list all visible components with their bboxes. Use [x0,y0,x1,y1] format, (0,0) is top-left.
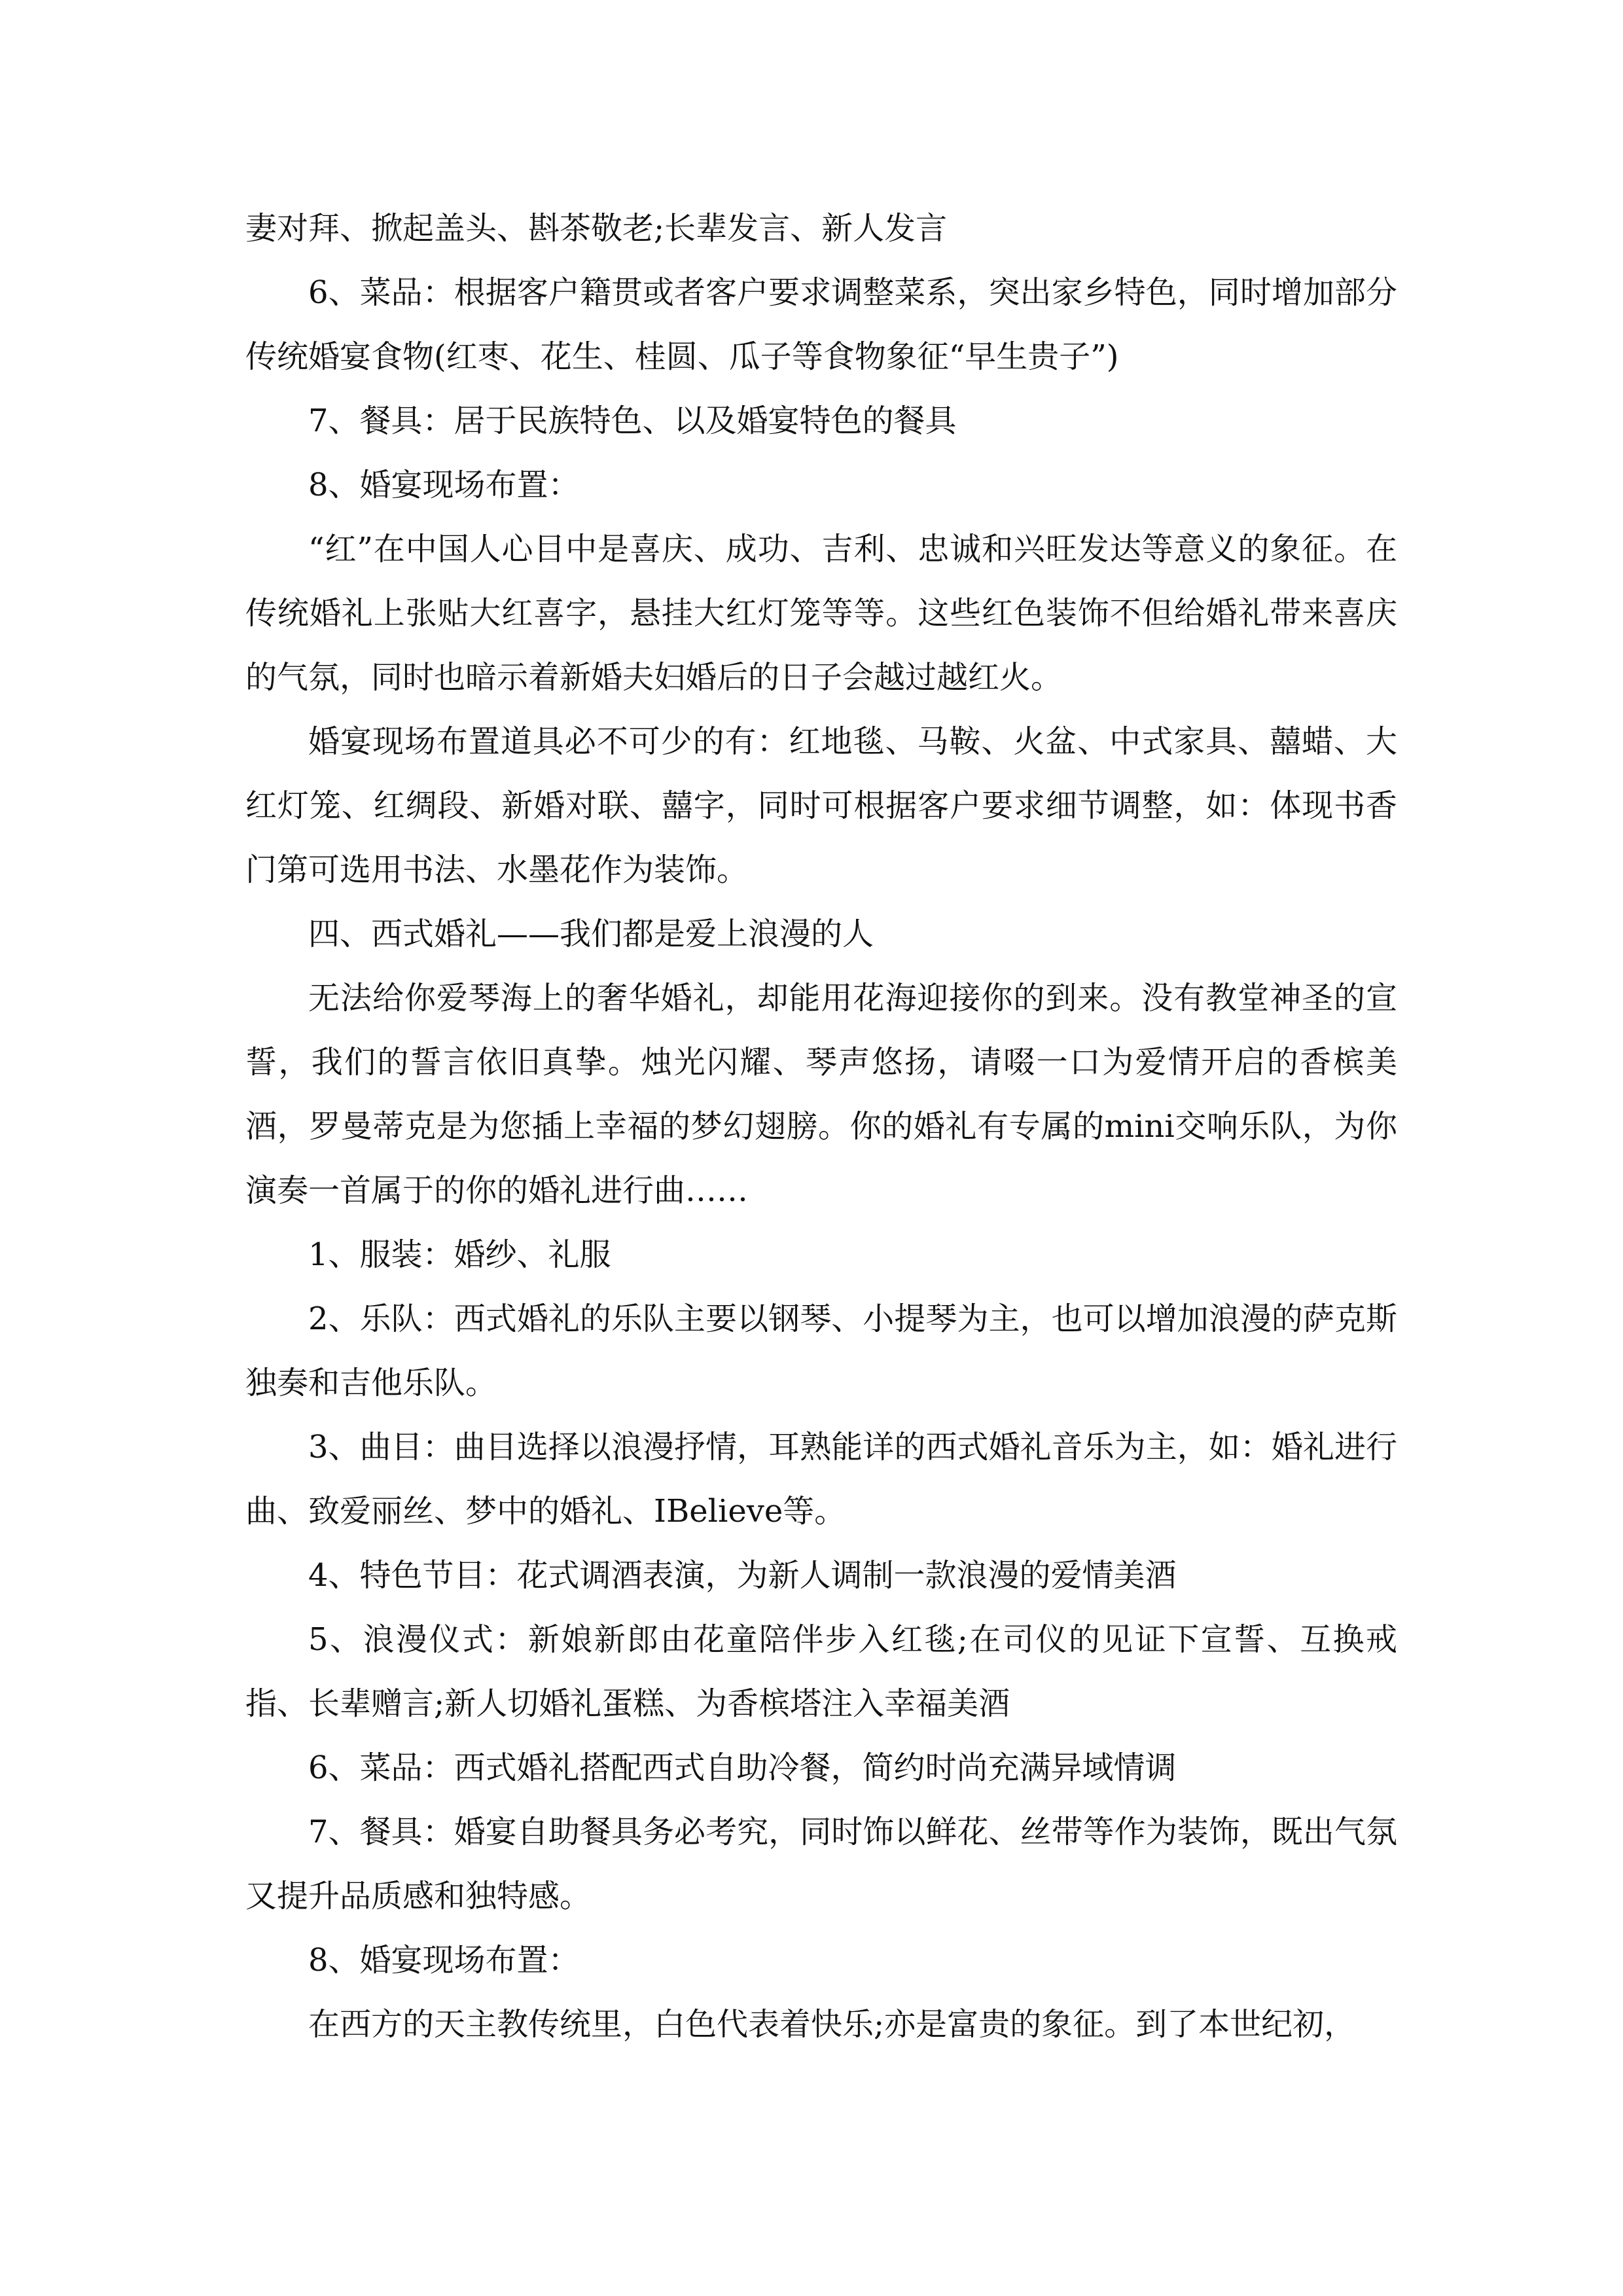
section-heading-western-wedding: 四、西式婚礼——我们都是爱上浪漫的人 [308,916,874,952]
paragraph-western-music: 3、曲目：曲目选择以浪漫抒情，耳熟能详的西式婚礼音乐为主，如：婚礼进行曲、致爱丽丝、梦中的婚礼、IBelieve等。 [245,1429,1397,1530]
paragraph-western-tableware: 7、餐具：婚宴自助餐具务必考究，同时饰以鲜花、丝带等作为装饰，既出气氛又提升品质感和独特感。 [245,1814,1397,1914]
paragraph-chinese-tableware: 7、餐具：居于民族特色、以及婚宴特色的餐具 [308,403,957,439]
paragraph-red-symbolism: “红”在中国人心目中是喜庆、成功、吉利、忠诚和兴旺发达等意义的象征。在传统婚礼上张贴大红喜字，悬挂大红灯笼等等。这些红色装饰不但给婚礼带来喜庆的气氛，同时也暗示着新婚夫妇婚后的日子会越过越红火。 [245,531,1397,696]
paragraph-ceremony-continuation: 妻对拜、掀起盖头、斟茶敬老;长辈发言、新人发言 [245,210,948,247]
paragraph-chinese-venue-heading: 8、婚宴现场布置： [308,467,580,503]
paragraph-western-attire: 1、服装：婚纱、礼服 [308,1236,611,1273]
paragraph-western-dishes: 6、菜品：西式婚礼搭配西式自助冷餐，简约时尚充满异域情调 [308,1749,1177,1786]
document-body [245,196,1397,2056]
paragraph-western-ritual: 5、浪漫仪式：新娘新郎由花童陪伴步入红毯;在司仪的见证下宣誓、互换戒指、长辈赠言;新人切婚礼蛋糕、为香槟塔注入幸福美酒 [245,1621,1397,1722]
paragraph-western-program: 4、特色节目：花式调酒表演，为新人调制一款浪漫的爱情美酒 [308,1557,1177,1594]
paragraph-western-intro: 无法给你爱琴海上的奢华婚礼，却能用花海迎接你的到来。没有教堂神圣的宣誓，我们的誓言依旧真挚。烛光闪耀、琴声悠扬，请啜一口为爱情开启的香槟美酒，罗曼蒂克是为您插上幸福的梦幻翅膀。你的婚礼有专属的mini交响乐队，为你演奏一首属于的你的婚礼进行曲…… [245,980,1397,1209]
paragraph-western-band: 2、乐队：西式婚礼的乐队主要以钢琴、小提琴为主，也可以增加浪漫的萨克斯独奏和吉他乐队。 [245,1300,1397,1401]
paragraph-chinese-props: 婚宴现场布置道具必不可少的有：红地毯、马鞍、火盆、中式家具、囍蜡、大红灯笼、红绸段、新婚对联、囍字，同时可根据客户要求细节调整，如：体现书香门第可选用书法、水墨花作为装饰。 [245,723,1397,888]
paragraph-chinese-dishes: 6、菜品：根据客户籍贯或者客户要求调整菜系，突出家乡特色，同时增加部分传统婚宴食物(红枣、花生、桂圆、瓜子等食物象征“早生贵子”) [245,274,1397,375]
paragraph-white-symbolism: 在西方的天主教传统里，白色代表着快乐;亦是富贵的象征。到了本世纪初， [308,2006,1356,2043]
paragraph-western-venue-heading: 8、婚宴现场布置： [308,1942,580,1979]
